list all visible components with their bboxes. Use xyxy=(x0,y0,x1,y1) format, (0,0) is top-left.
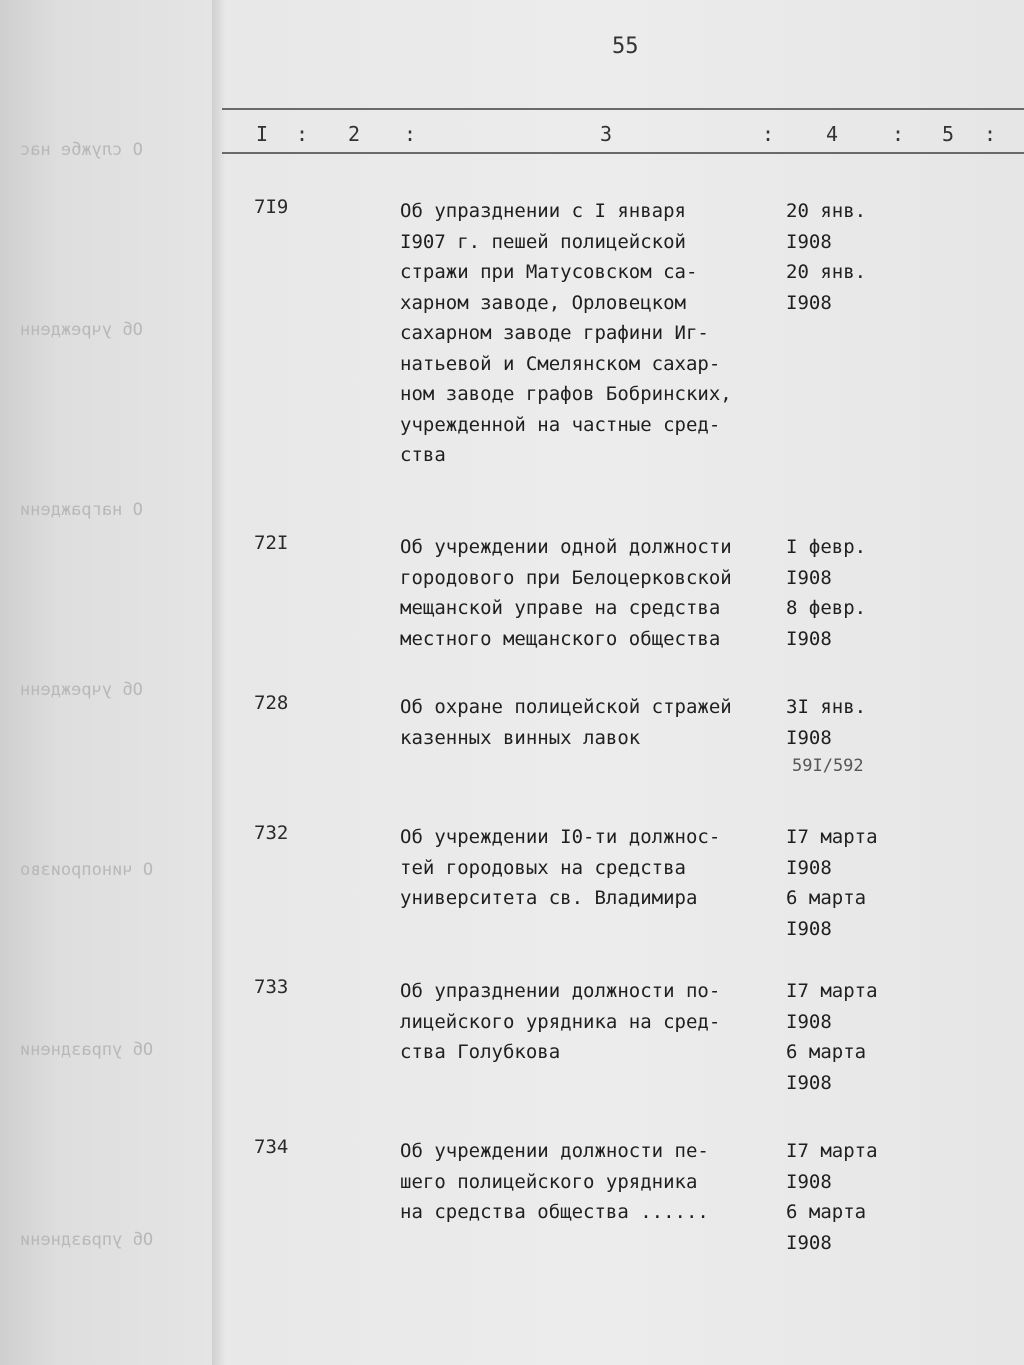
entry-dates: 3I янв. I908 xyxy=(786,696,867,749)
book-gutter-shadow xyxy=(212,0,226,1365)
column-header-1: I xyxy=(256,122,269,146)
entry-number: 733 xyxy=(254,976,289,998)
bleed-through-text: О чинопроизво xyxy=(20,860,154,880)
entry-dates: I7 марта I908 6 марта I908 xyxy=(786,980,878,1094)
entry-text: Об охране полицейской стражей казенных винных лавок xyxy=(400,696,732,749)
header-bottom-rule xyxy=(222,152,1024,154)
entry-number: 728 xyxy=(254,692,289,714)
entry-text: Об упразднении должности по- лицейского урядника на сред- ства Голубкова xyxy=(400,980,721,1063)
column-separator: : xyxy=(892,122,905,146)
entry-number: 734 xyxy=(254,1136,289,1158)
header-top-rule xyxy=(222,108,1024,110)
column-separator: : xyxy=(296,122,309,146)
entry-dates: I7 марта I908 6 марта I908 xyxy=(786,1140,878,1254)
bleed-through-text: Об учрежденн xyxy=(20,320,143,340)
column-separator: : xyxy=(762,122,775,146)
entry-page-reference: 59I/592 xyxy=(792,756,864,776)
entry-number: 7I9 xyxy=(254,196,289,218)
entry-dates: I7 марта I908 6 марта I908 xyxy=(786,826,878,940)
column-header-2: 2 xyxy=(348,122,361,146)
entry-text: Об учреждении I0-ти должнос- тей городовых на средства университета св. Владимира xyxy=(400,826,721,909)
entry-text: Об учреждении одной должности городового при Белоцерковской мещанской управе на средства местного мещанского общества xyxy=(400,536,732,650)
column-header-5: 5 xyxy=(942,122,955,146)
bleed-through-text: Об упразднени xyxy=(20,1230,154,1250)
bleed-through-text: О награждени xyxy=(20,500,143,520)
entry-text: Об учреждении должности пе- шего полицейского урядника на средства общества ...... xyxy=(400,1140,709,1223)
column-separator: : xyxy=(984,122,997,146)
entry-number: 732 xyxy=(254,822,289,844)
bleed-through-text: Об упразднени xyxy=(20,1040,154,1060)
column-separator: : xyxy=(404,122,417,146)
page-number: 55 xyxy=(612,34,639,59)
entry-number: 72I xyxy=(254,532,289,554)
column-header-3: 3 xyxy=(600,122,613,146)
entry-text: Об упразднении с I января I907 г. пешей полицейской стражи при Матусовском са- харном заводе, Орловецком сахарном заводе графини Иг- натьевой и Смелянском сахар- ном заводе графов Бобринских, учрежденной на частные сред- ства xyxy=(400,200,732,466)
column-header-4: 4 xyxy=(826,122,839,146)
entry-dates: I февр. I908 8 февр. I908 xyxy=(786,536,867,650)
bleed-through-text: О службе нас xyxy=(20,140,143,160)
bleed-through-text: Об учрежденн xyxy=(20,680,143,700)
entry-dates: 20 янв. I908 20 янв. I908 xyxy=(786,200,867,314)
